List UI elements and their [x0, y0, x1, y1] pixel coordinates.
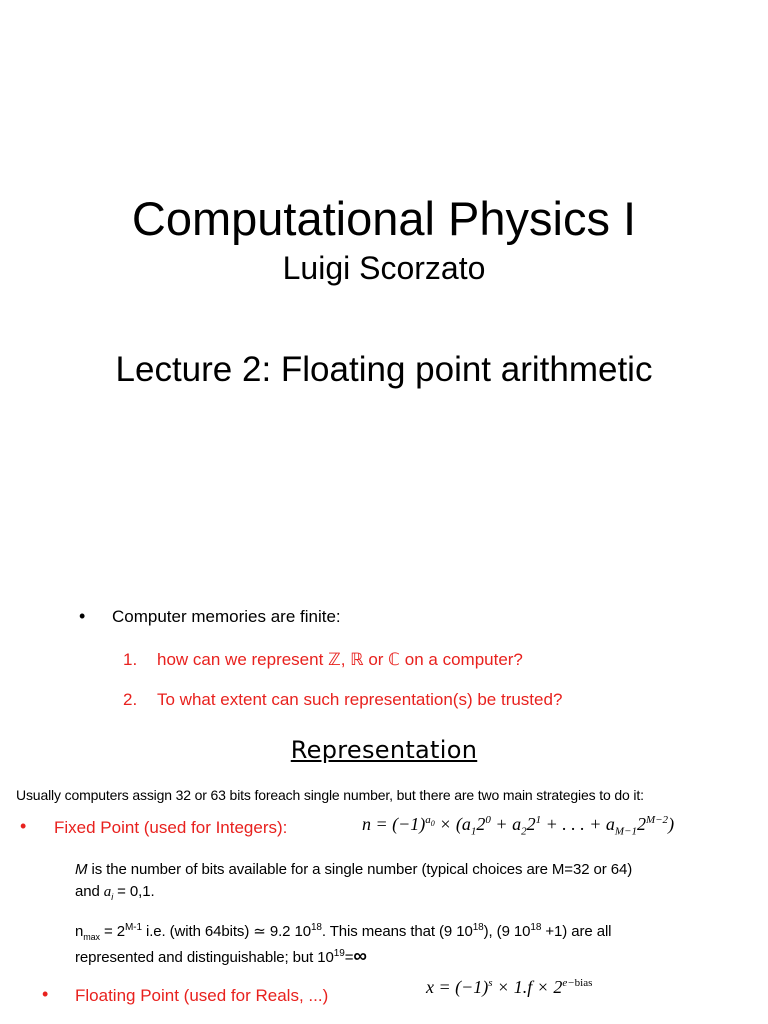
fixed-point-formula: $n = (-1)^{a_0} \times (a_12^0 + a_22^1$ + . . . + $a_{M-1}2^{M-2}$) [362, 814, 675, 838]
list-item-1: how can we represent ℤ, ℝ or ℂ on a computer? [157, 650, 523, 669]
m-description: M is the number of bits available for a single number (typical choices are M=32 or 64) and $a_i = 0,1$. [75, 861, 633, 902]
representation-intro: Usually computers assign 32 or 63 bits foreach single number, but there are two main strategies to do it: [16, 787, 644, 803]
list-item-2: To what extent can such representation(s) be trusted? [157, 690, 563, 709]
intro-bullet-text: Computer memories are finite: [112, 607, 341, 626]
fixed-point-label: Fixed Point (used for Integers): [54, 818, 288, 837]
bullet-dot-icon: • [20, 816, 27, 836]
lecture-title: Lecture 2: Floating point arithmetic [115, 350, 653, 389]
floating-point-formula: $x = (-1)^s \times 1.f \times 2^{e-bias}$ [426, 977, 593, 997]
floating-point-label: Floating Point (used for Reals, ...) [75, 986, 329, 1005]
infinity-symbol: ∞ [353, 946, 367, 967]
page-title: Computational Physics I [131, 192, 637, 245]
bullet-dot-icon: • [79, 606, 86, 626]
author-name: Luigi Scorzato [282, 250, 486, 286]
section-heading: Representation [290, 736, 478, 764]
list-number-1: 1. [123, 650, 138, 669]
bullet-dot-icon: • [42, 984, 49, 1004]
nmax-description: $n_{max} = 2^{M-1}$ i.e. (with 64bits) ≃ 9.2 $10^{18}$. This means that (9 $10^{18}$), (9 $10^{18} +1$) are all represented and distinguishable; but $10^{19}=\infty$ [75, 922, 612, 967]
list-number-2: 2. [123, 690, 138, 709]
